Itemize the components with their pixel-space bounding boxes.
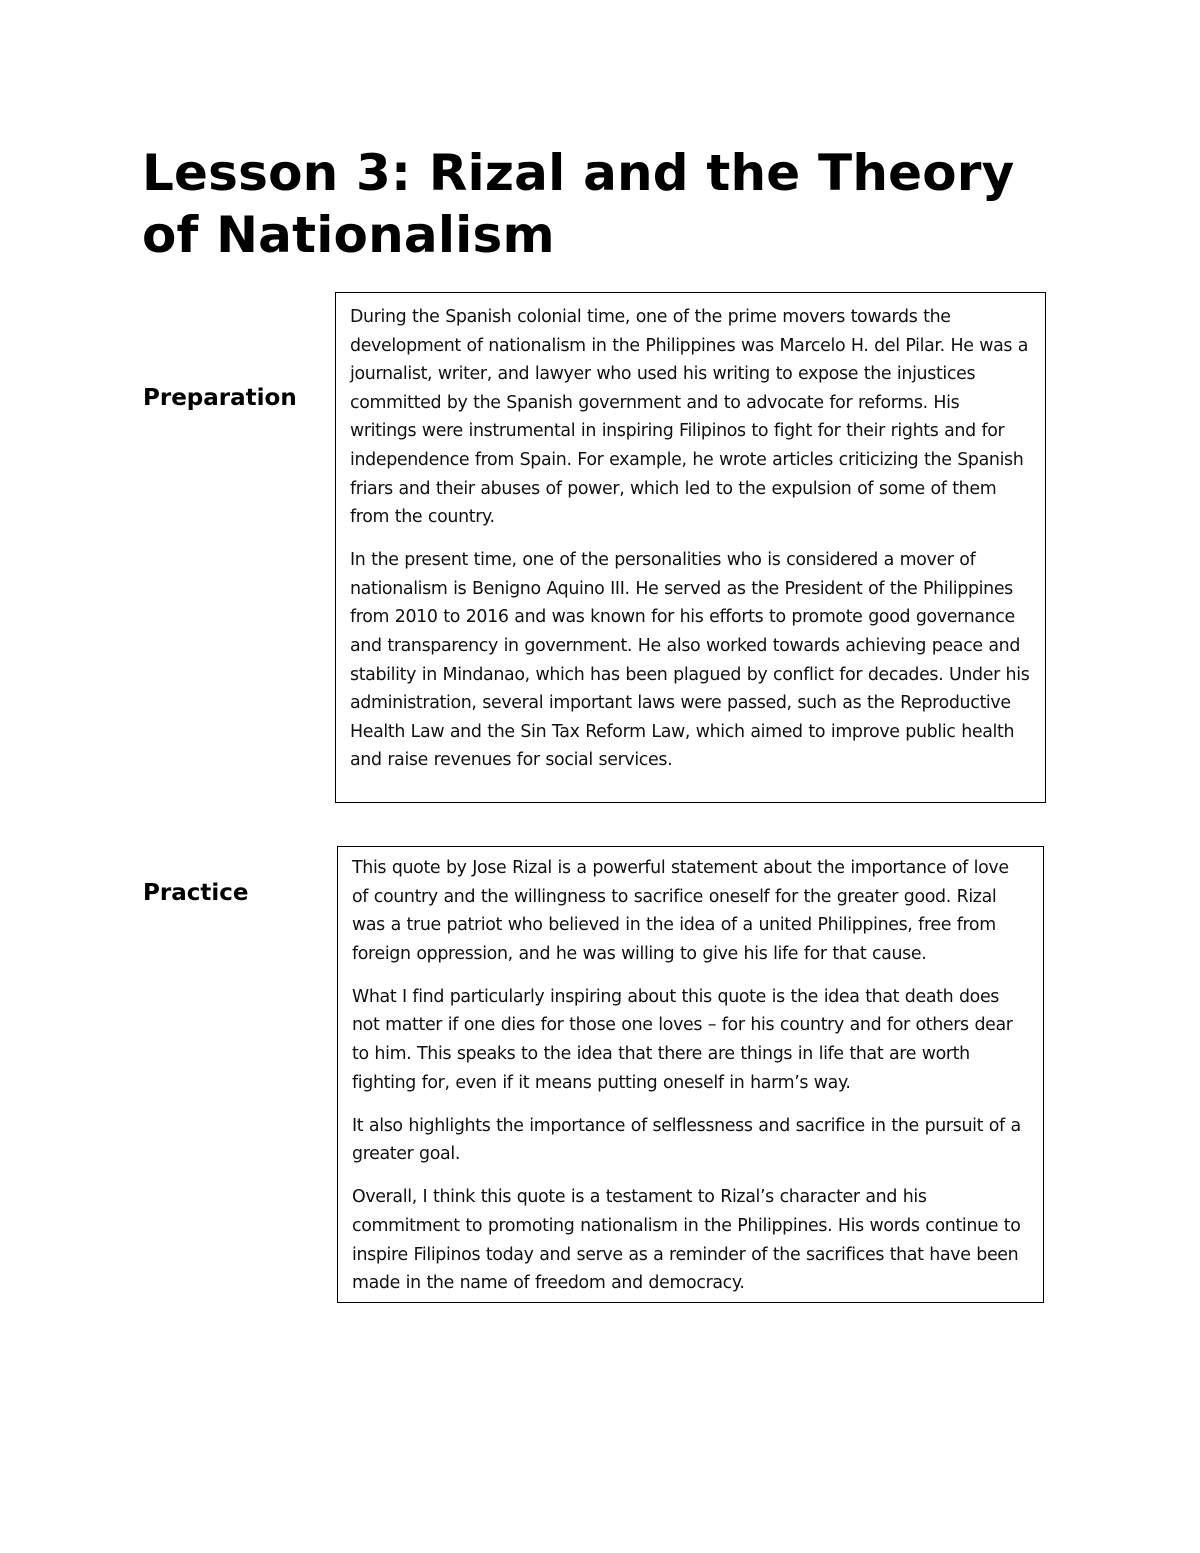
practice-paragraph-1: This quote by Jose Rizal is a powerful statement about the importance of love of country and the willingness to sacrifice oneself for the greater good. Rizal was a true patriot who believed in the idea of a united Philippines, free from foreign oppression, and he was willing to give his life for that cause. xyxy=(352,858,1009,964)
preparation-paragraph-1: During the Spanish colonial time, one of the prime movers towards the development of nationalism in the Philippines was Marcelo H. del Pilar. He was a journalist, writer, and lawyer who used his writing to expose the injustices committed by the Spanish government and to advocate for reforms. His writings were instrumental in inspiring Filipinos to fight for their rights and for independence from Spain. For example, he wrote articles criticizing the Spanish friars and their abuses of power, which led to the expulsion of some of them from the country. xyxy=(350,307,1029,528)
preparation-text-box xyxy=(335,292,1046,803)
preparation-paragraph-2: In the present time, one of the personalities who is considered a mover of nationalism is Benigno Aquino III. He served as the President of the Philippines from 2010 to 2016 and was known for his efforts to promote good governance and transparency in government. He also worked towards achieving peace and stability in Mindanao, which has been plagued by conflict for decades. Under his administration, several important laws were passed, such as the Reproductive Health Law and the Sin Tax Reform Law, which aimed to improve public health and raise revenues for social services. xyxy=(350,550,1030,771)
preparation-label: Preparation xyxy=(143,385,297,411)
page-title: Lesson 3: Rizal and the Theory of Nationalism xyxy=(142,144,1015,264)
practice-paragraph-4: Overall, I think this quote is a testament to Rizal’s character and his commitment to promoting nationalism in the Philippines. His words continue to inspire Filipinos today and serve as a reminder of the sacrifices that have been made in the name of freedom and democracy. xyxy=(352,1187,1021,1294)
practice-paragraph-3: It also highlights the importance of selflessness and sacrifice in the pursuit of a greater goal. xyxy=(352,1115,1021,1165)
practice-label: Practice xyxy=(143,880,249,906)
practice-text-box xyxy=(337,846,1044,1303)
practice-paragraph-2: What I find particularly inspiring about this quote is the idea that death does not matter if one dies for those one loves – for his country and for others dear to him. This speaks to the idea that there are things in life that are worth fighting for, even if it means putting oneself in harm’s way. xyxy=(352,986,1013,1093)
